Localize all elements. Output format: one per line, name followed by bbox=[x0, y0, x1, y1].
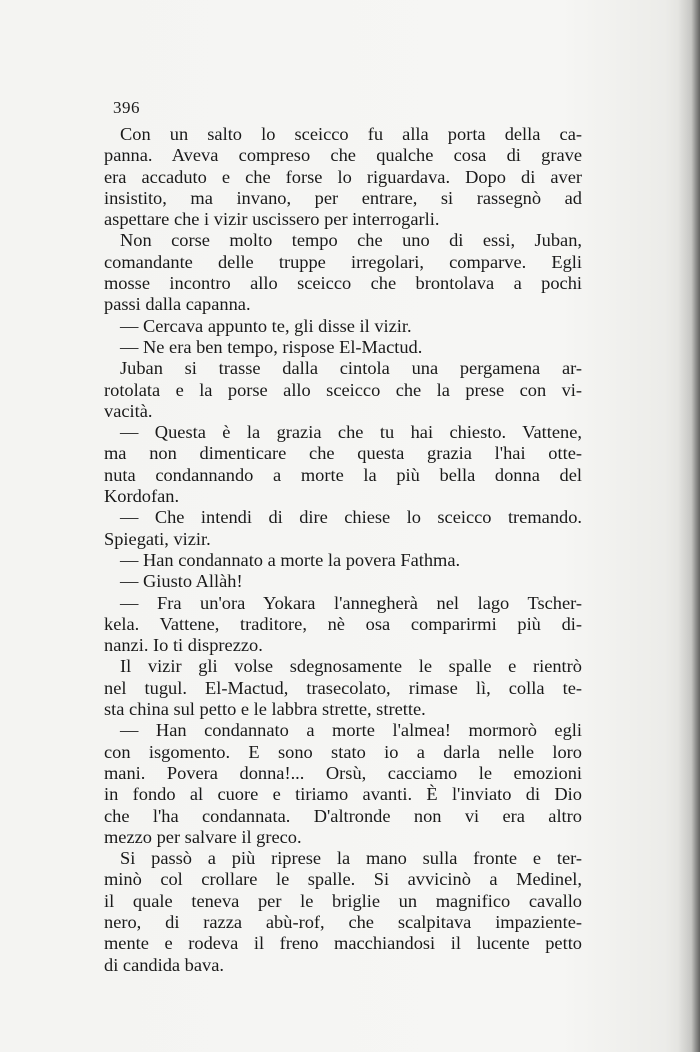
text-line: — Questa è la grazia che tu hai chiesto. Vattene, bbox=[120, 422, 582, 443]
text-line: Il vizir gli volse sdegnosamente le spalle e rientrò bbox=[120, 656, 582, 677]
text-line: vacità. bbox=[104, 400, 153, 421]
text-line: — Che intendi di dire chiese lo sceicco tremando. bbox=[120, 507, 582, 528]
text-line: kela. Vattene, traditore, nè osa comparirmi più di- bbox=[104, 613, 582, 634]
page-edge-shadow bbox=[678, 0, 700, 1052]
text-line: nuta condannando a morte la più bella donna del bbox=[104, 464, 582, 485]
text-line: Kordofan. bbox=[104, 486, 180, 507]
text-line: rotolata e la porse allo sceicco che la prese con vi- bbox=[104, 379, 582, 400]
text-line: Non corse molto tempo che uno di essi, Juban, bbox=[120, 230, 582, 251]
text-line: minò col crollare le spalle. Si avvicinò a Medinel, bbox=[104, 869, 582, 890]
text-line: di candida bava. bbox=[104, 954, 224, 975]
text-line: comandante delle truppe irregolari, comparve. Egli bbox=[104, 251, 582, 272]
page-number: 396 bbox=[113, 98, 140, 117]
text-line: panna. Aveva compreso che qualche cosa di grave bbox=[104, 145, 582, 166]
text-line: Juban si trasse dalla cintola una pergamena ar- bbox=[120, 358, 582, 379]
text-line: — Han condannato a morte l'almea! mormorò egli bbox=[120, 720, 582, 741]
text-line: — Cercava appunto te, gli disse il vizir. bbox=[120, 315, 412, 336]
text-line: mani. Povera donna!... Orsù, cacciamo le emozioni bbox=[104, 762, 582, 783]
text-line: mezzo per salvare il greco. bbox=[104, 826, 302, 847]
text-line: nanzi. Io ti disprezzo. bbox=[104, 635, 263, 656]
text-line: sta china sul petto e le labbra strette, strette. bbox=[104, 699, 426, 720]
text-line: Si passò a più riprese la mano sulla fronte e ter- bbox=[120, 848, 582, 869]
text-line: insistito, ma invano, per entrare, si rassegnò ad bbox=[104, 187, 582, 208]
body-text bbox=[104, 124, 582, 976]
text-line: che l'ha condannata. D'altronde non vi era altro bbox=[104, 805, 582, 826]
text-line: in fondo al cuore e tiriamo avanti. È l'inviato di Dio bbox=[104, 784, 582, 805]
text-line: il quale teneva per le briglie un magnifico cavallo bbox=[104, 890, 582, 911]
text-line: — Giusto Allàh! bbox=[120, 571, 243, 592]
text-line: passi dalla capanna. bbox=[104, 294, 251, 315]
text-line: nero, di razza abù-rof, che scalpitava impaziente- bbox=[104, 911, 582, 932]
text-line: Spiegati, vizir. bbox=[104, 528, 211, 549]
text-line: aspettare che i vizir uscissero per interrogarli. bbox=[104, 209, 440, 230]
text-line: ma non dimenticare che questa grazia l'hai otte- bbox=[104, 443, 582, 464]
text-line: — Ne era ben tempo, rispose El-Mactud. bbox=[120, 336, 423, 357]
text-line: mosse incontro allo sceicco che brontolava a pochi bbox=[104, 273, 582, 294]
text-line: — Fra un'ora Yokara l'annegherà nel lago Tscher- bbox=[120, 592, 582, 613]
text-line: Con un salto lo sceicco fu alla porta della ca- bbox=[120, 124, 582, 144]
text-line: era accaduto e che forse lo riguardava. Dopo di aver bbox=[104, 166, 582, 187]
text-line: con isgomento. E sono stato io a darla nelle loro bbox=[104, 741, 582, 762]
text-line: mente e rodeva il freno macchiandosi il lucente petto bbox=[104, 933, 582, 954]
text-line: — Han condannato a morte la povera Fathma. bbox=[120, 549, 461, 570]
text-line: nel tugul. El-Mactud, trasecolato, rimase lì, colla te- bbox=[104, 677, 582, 698]
